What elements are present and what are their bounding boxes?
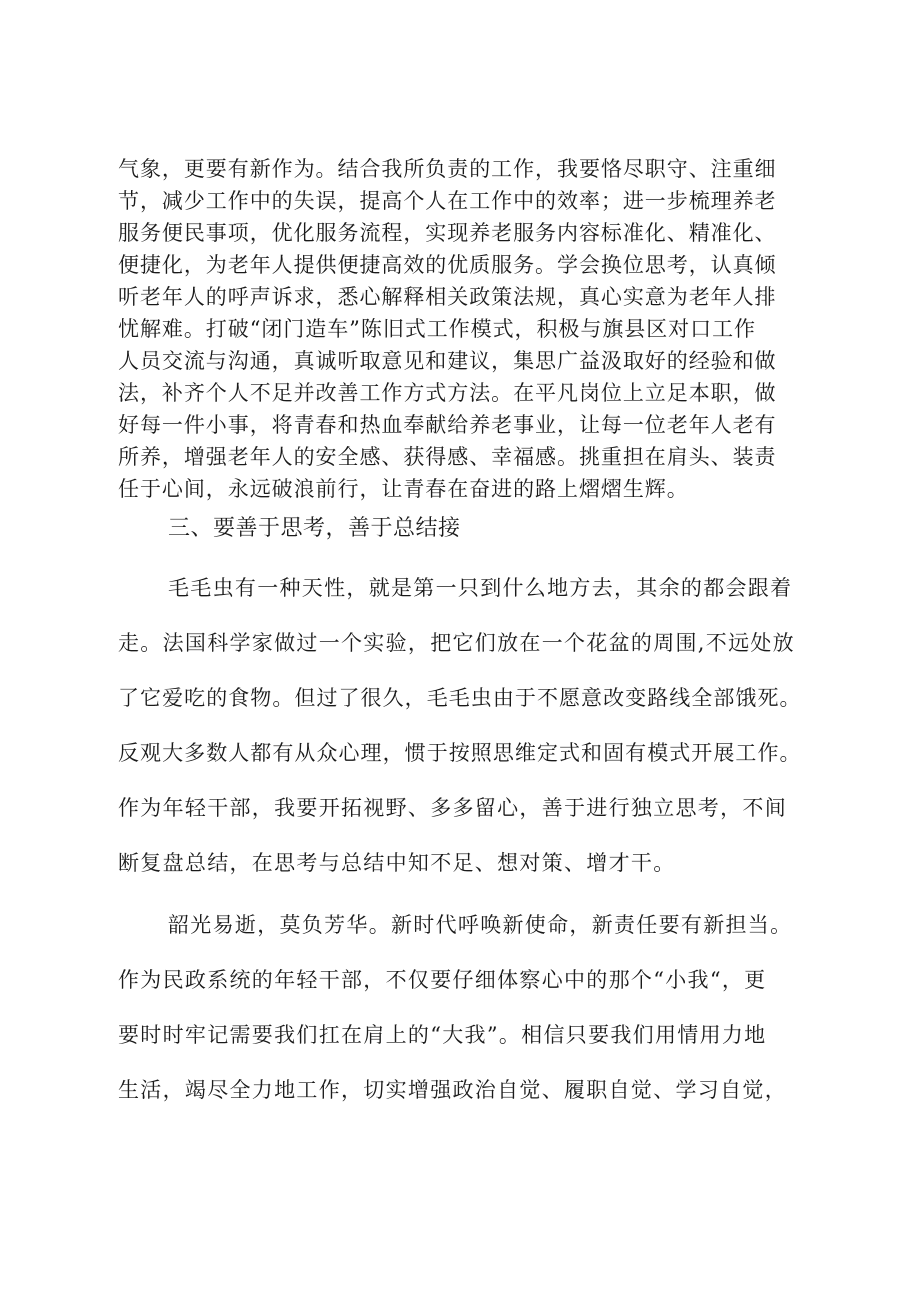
paragraph-line: 好每一件小事，将青春和热血奉献给养老事业，让每一位老年人老有 (118, 413, 777, 437)
paragraph-line: 断复盘总结，在思考与总结中知不足、想对策、增才干。 (118, 851, 676, 875)
paragraph-line: 作为民政系统的年轻干部，不仅要仔细体察心中的那个“小我“，更 (118, 968, 767, 992)
paragraph-line: 作为年轻干部，我要开拓视野、多多留心，善于进行独立思考，不间 (118, 796, 787, 820)
paragraph-line: 忧解难。打破“闭门造车”陈旧式工作模式，积极与旗县区对口工作 (118, 317, 756, 341)
paragraph-line: 韶光易逝，莫负芳华。新时代呼唤新使命，新责任要有新担当。 (168, 913, 793, 937)
paragraph-line: 气象，更要有新作为。结合我所负责的工作，我要恪尽职守、注重细 (118, 157, 777, 181)
paragraph-line: 毛毛虫有一种天性，就是第一只到什么地方去，其余的都会跟着 (168, 576, 793, 600)
paragraph-line: 节，减少工作中的失误，提高个人在工作中的效率；进一步梳理养老 (118, 189, 777, 213)
paragraph-line: 人员交流与沟通，真诚听取意见和建议，集思广益汲取好的经验和做 (118, 349, 777, 373)
paragraph-line: 反观大多数人都有从众心理，惯于按照思维定式和固有模式开展工作。 (118, 741, 802, 765)
paragraph-line: 要时时牢记需要我们扛在肩上的“大我”。相信只要我们用情用力地 (118, 1023, 767, 1047)
paragraph-line: 服务便民事项，优化服务流程，实现养老服务内容标准化、精准化、 (118, 221, 777, 245)
section-heading: 三、要善于思考，善于总结接 (168, 516, 461, 541)
paragraph-line: 走。法国科学家做过一个实验，把它们放在一个花盆的周围,不远处放 (118, 631, 795, 655)
paragraph-line: 了它爱吃的食物。但过了很久，毛毛虫由于不愿意改变路线全部饿死。 (118, 686, 802, 710)
paragraph-line: 所养，增强老年人的安全感、获得感、幸福感。挑重担在肩头、装责 (118, 445, 777, 469)
paragraph-line: 生活，竭尽全力地工作，切实增强政治自觉、履职自觉、学习自觉， (118, 1078, 787, 1102)
paragraph-line: 法，补齐个人不足并改善工作方式方法。在平凡岗位上立足本职，做 (118, 381, 777, 405)
paragraph-line: 听老年人的呼声诉求，悉心解释相关政策法规，真心实意为老年人排 (118, 285, 777, 309)
paragraph-line: 任于心间，永远破浪前行，让青春在奋进的路上熠熠生辉。 (118, 477, 689, 501)
paragraph-line: 便捷化，为老年人提供便捷高效的优质服务。学会换位思考，认真倾 (118, 253, 777, 277)
